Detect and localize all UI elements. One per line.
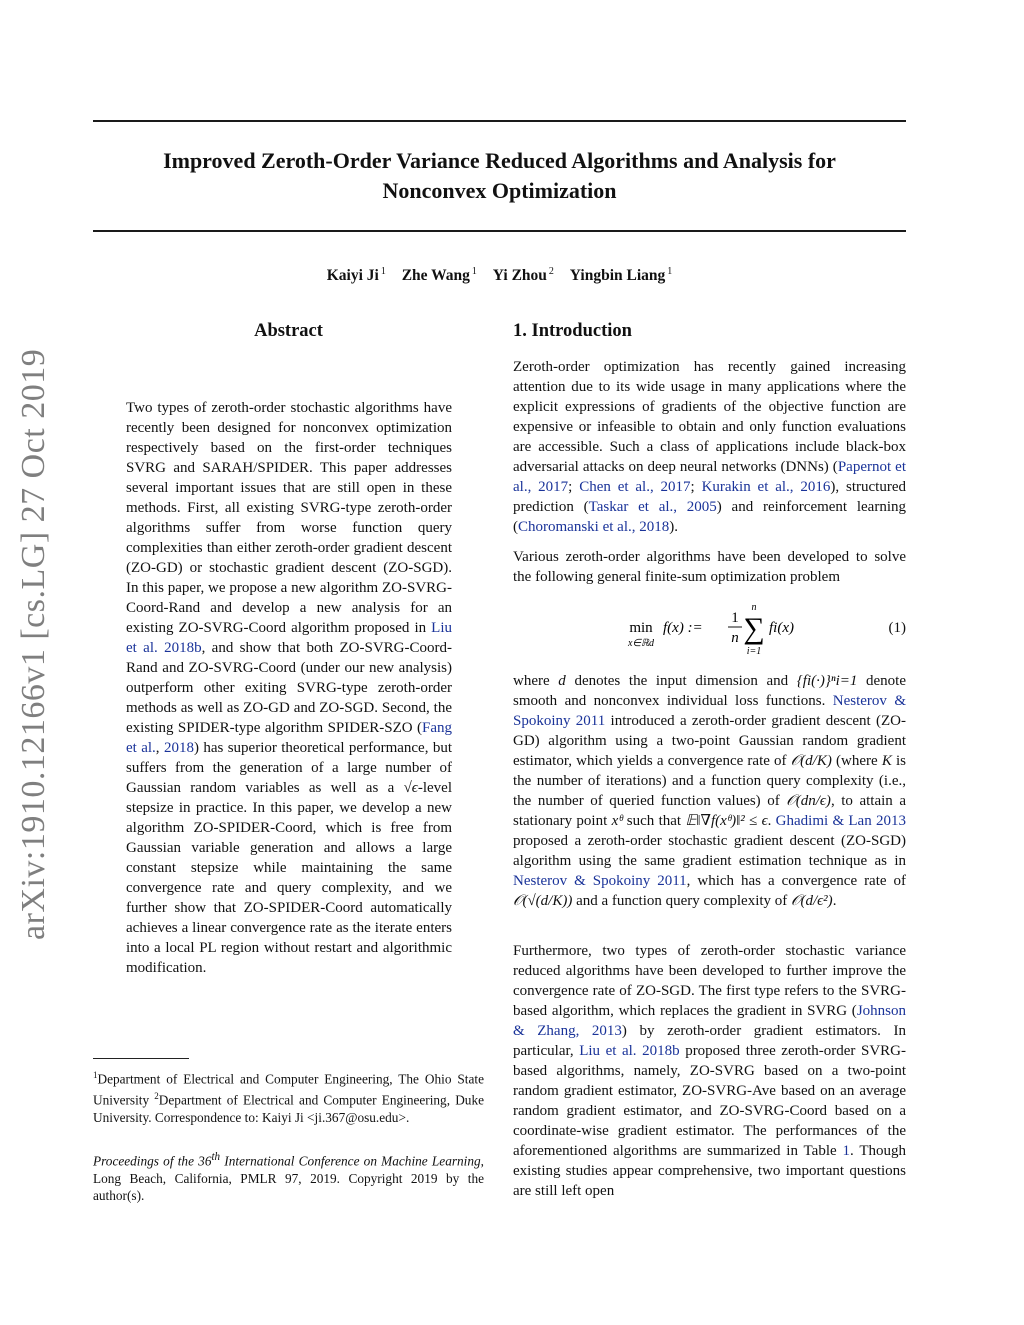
table-reference-link[interactable]: 1 xyxy=(842,1143,850,1159)
sqrt-epsilon-math: √ϵ xyxy=(403,780,418,796)
author: Yingbin Liang $^1$ xyxy=(569,266,673,285)
intro-paragraph-2: Various zeroth-order algorithms have been developed to solve the following general finite-sum optimization problem xyxy=(513,549,906,585)
author: Zhe Wang $^1$ xyxy=(401,266,477,285)
author-list xyxy=(93,266,906,285)
footnote-rule xyxy=(93,1058,189,1059)
title-line-1: Improved Zeroth-Order Variance Reduced Algorithms and Analysis for xyxy=(163,148,836,173)
title-bottom-rule xyxy=(93,230,906,232)
author: Kaiyi Ji $^1$ xyxy=(326,266,386,285)
citation-link[interactable]: Johnson & Zhang, 2013 xyxy=(513,1003,906,1039)
citation-link[interactable]: Kurakin et al., 2016 xyxy=(701,479,831,495)
section-heading-introduction: 1. Introduction xyxy=(513,321,632,341)
intro-paragraph-1: Zeroth-order optimization has recently gained increasing attention due to its wide usage in many applications where the explicit expressions of gradients of the objective function are expensive or infeasible to obtain and only function evaluations are accessible. Such a class of applications include black-box adversarial attacks on deep neural networks (DNNs) (Papernot et al., 2017; Chen et al., 2017; Kurakin et al., 2016), structured prediction (Taskar et al., 2005) and reinforcement learning (Choromanski et al., 2018). xyxy=(513,359,907,535)
citation-link[interactable]: Fang et al. xyxy=(126,720,452,756)
title-line-2: Nonconvex Optimization xyxy=(382,178,617,203)
author: Yi Zhou $^2$ xyxy=(492,266,554,285)
eq-lhs: f(x) := xyxy=(663,620,703,636)
citation-link[interactable]: Liu et al. 2018b xyxy=(579,1043,680,1059)
eq-frac-numerator: 1 xyxy=(731,610,739,626)
affiliation-footnote: $^1$Department of Electrical and Computer Engineering, The Ohio State University $^2$Department of Electrical and Computer Engineering, Duke University. Correspondence to: Kaiyi Ji <ji.367@osu.edu>. xyxy=(93,1070,484,1125)
citation-link[interactable]: Nesterov & Spokoiny 2011 xyxy=(513,873,687,889)
arxiv-side-label: arXiv:1910.12166v1 [cs.LG] 27 Oct 2019 xyxy=(15,348,52,940)
eq-min: min xyxy=(629,620,653,636)
eq-sum-lower: i=1 xyxy=(746,646,762,657)
intro-paragraph-3: where d denotes the input dimension and {fi(·)}ⁿi=1 denote smooth and nonconvex individual loss functions. Nesterov & Spokoiny 2011 introduced a zeroth-order gradient descent (ZO-GD) algorithm using a two-point Gaussian random gradient estimator, which yields a convergence rate of 𝒪(d/K) (where K is the number of iterations) and a function query complexity (i.e., the number of queried function values) of 𝒪(dn/ϵ), to attain a stationary point xᶿ such that 𝔼‖∇f(xᶿ)‖² ≤ ϵ. Ghadimi & Lan 2013 proposed a zeroth-order stochastic gradient descent (ZO-SGD) algorithm using the same gradient estimation technique as in Nesterov & Spokoiny 2011, which has a convergence rate of 𝒪(√(d/K)) and a function query complexity of 𝒪(d/ϵ²). xyxy=(513,673,906,909)
citation-link[interactable]: 2018 xyxy=(163,740,194,756)
eq-frac-denominator: n xyxy=(731,630,739,646)
eq-term: fi(x) xyxy=(769,620,794,636)
abstract-body: Two types of zeroth-order stochastic algorithms have recently been designed for nonconvex optimization respectively based on the first-order techniques SVRG and SARAH/SPIDER. This paper addresses several important issues that are still open in these methods. First, all existing SVRG-type zeroth-order algorithms suffer from worse function query complexities than either zeroth-order gradient descent (ZO-GD) or stochastic gradient descent (ZO-SGD). In this paper, we propose a new algorithm ZO-SVRG-Coord-Rand and develop a new analysis for an existing ZO-SVRG-Coord algorithm proposed in Liu et al. 2018b, and show that both ZO-SVRG-Coord-Rand and ZO-SVRG-Coord (under our new analysis) outperform other exiting SVRG-type zeroth-order methods as well as ZO-GD and ZO-SGD. Second, the existing SPIDER-type algorithm SPIDER-SZO (Fang et al., 2018) has superior theoretical performance, but suffers from the generation of a large number of Gaussian random variables as well as a √ϵ-level stepsize in practice. In this paper, we develop a new algorithm ZO-SPIDER-Coord, which is free from Gaussian variable generation and allows a large constant stepsize while maintaining the same convergence rate and query complexity, and we further show that ZO-SPIDER-Coord automatically achieves a linear convergence rate as the iterate enters into a local PL region without restart and algorithmic modification. xyxy=(126,400,453,976)
citation-link[interactable]: Papernot et al., 2017 xyxy=(513,459,906,495)
top-rule xyxy=(93,120,906,122)
intro-paragraph-4: Furthermore, two types of zeroth-order stochastic variance reduced algorithms have been developed to further improve the convergence rate of ZO-SGD. The first type refers to the SVRG-based algorithm, which replaces the gradient in SVRG (Johnson & Zhang, 2013) by zeroth-order gradient estimators. In particular, Liu et al. 2018b proposed three zeroth-order SVRG-based algorithms, namely, ZO-SVRG based on a two-point random gradient estimator, ZO-SVRG-Ave based on an average random gradient estimator, and ZO-SVRG-Coord based on a coordinate-wise gradient estimator. The performances of the aforementioned algorithms are summarized in Table 1. Though existing studies appear comprehensive, two important questions are still left open xyxy=(513,943,906,1199)
eq-min-subscript: x∈ℝd xyxy=(627,638,655,649)
equation-number: (1) xyxy=(888,620,906,636)
eq-sum-upper: n xyxy=(751,602,757,613)
proceedings-note: Proceedings of the 36th International Conference on Machine Learning, Long Beach, California, PMLR 97, 2019. Copyright 2019 by the author(s). xyxy=(93,1151,484,1204)
paper-title xyxy=(93,146,906,206)
citation-link[interactable]: Chen et al., 2017 xyxy=(579,479,691,495)
equation-1 xyxy=(513,598,906,662)
eq-sum-sign: ∑ xyxy=(743,612,765,645)
abstract-heading: Abstract xyxy=(254,321,323,341)
citation-link[interactable]: Taskar et al., 2005 xyxy=(588,499,717,515)
citation-link[interactable]: Ghadimi & Lan 2013 xyxy=(775,813,906,829)
citation-link[interactable]: Liu et al. 2018b xyxy=(126,620,453,656)
citation-link[interactable]: Choromanski et al., 2018 xyxy=(518,519,670,535)
equation-formula xyxy=(621,598,811,662)
citation-link[interactable]: Nesterov & Spokoiny 2011 xyxy=(513,693,906,729)
